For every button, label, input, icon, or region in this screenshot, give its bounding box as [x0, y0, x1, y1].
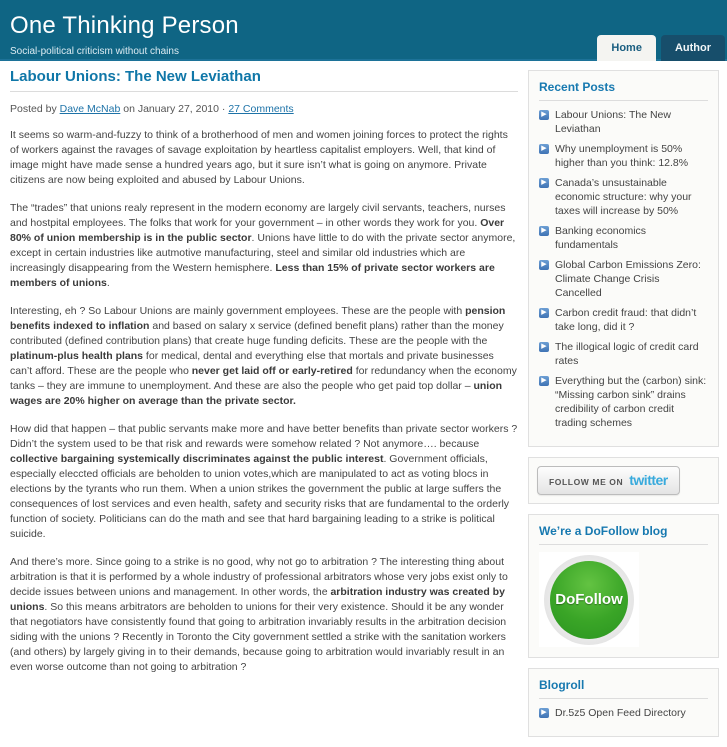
list-item[interactable] [539, 108, 708, 136]
main-content [10, 68, 518, 675]
post-meta [10, 103, 518, 115]
twitter-box [528, 457, 719, 504]
list-item[interactable] [539, 374, 708, 430]
twitter-logo: twitter [629, 472, 668, 488]
tab-home[interactable]: Home [597, 35, 656, 61]
article-paragraph: And there’s more. Since going to a strike is no good, why not go to arbitration ? The interesting thing about arbitration is that it is performed by a whole industry of professional arbitrators whose very jobs exist only to decide issues between unions and management. In other words, the arbitration industry was created by unions. So this means arbitrators are beholden to unions for their very existence. Should it be any wonder that negotiators have consistently found that going to arbitration invariably results in the arbitration decision siding with the unions ? Recently in Toronto the City government settled a strike with the sanitation workers (and others) by largely giving in to their demands, because going to arbitration would invariably result in an even worse outcome than not going to arbitration ? [10, 556, 508, 673]
arrow-bullet-icon: ▶ [539, 260, 549, 270]
twitter-button-label: FOLLOW ME ON [549, 477, 624, 487]
dofollow-box [528, 514, 719, 658]
list-item[interactable] [539, 224, 708, 252]
arrow-bullet-icon: ▶ [539, 178, 549, 188]
post-title[interactable]: Labour Unions: The New Leviathan [10, 68, 518, 92]
post-link[interactable]: Dr.5z5 Open Feed Directory [555, 707, 686, 719]
dofollow-ring [544, 555, 634, 645]
post-link[interactable]: Global Carbon Emissions Zero: Climate Change Crisis Cancelled [555, 259, 701, 299]
author-link[interactable]: Dave McNab [59, 103, 121, 115]
list-item[interactable] [539, 706, 708, 720]
arrow-bullet-icon: ▶ [539, 144, 549, 154]
site-tagline: Social-political criticism without chains [10, 46, 179, 57]
blogroll-heading: Blogroll [539, 678, 708, 699]
site-title[interactable]: One Thinking Person [10, 12, 239, 39]
post-link[interactable]: The illogical logic of credit card rates [555, 341, 699, 367]
comments-link[interactable]: 27 Comments [228, 103, 294, 115]
article-paragraph: How did that happen – that public servants make more and have better benefits than private sector workers ? Didn’t the system used to be that risk and rewards were somehow related ? Not anymore…. because collective bargaining systemically discriminates against the public interest. Government officials, especially eleccted officials are beholden to union votes,which are manipulated to act as voting blocs in elections by the tyrants who run them. When a union strikes the government the public at large suffers the consequences of lost services and even health, safety and security risks that are fundamental to the orderly function of society. Politicians can do the math and see that hard bargaining leading to a strike is political suicide. [10, 423, 518, 540]
site-header [0, 0, 727, 61]
article-paragraph: The “trades” that unions realy represent in the modern economy are largely civil servants, teachers, nurses and hostpital employees. The folks that work for your government – in other words they work for you. Over 80% of union membership is in the public sector. Unions have little to do with the private sector anymore, except in certain industries like autmotive manufacturing, steel and similar old industries which are increasingly disappearing from the Western hemisphere. Less than 15% of private sector workers are members of unions. [10, 202, 516, 289]
arrow-bullet-icon: ▶ [539, 376, 549, 386]
post-meta-date: on January 27, 2010 · [120, 103, 229, 115]
arrow-bullet-icon: ▶ [539, 308, 549, 318]
main-nav [597, 35, 725, 61]
article-paragraph: Interesting, eh ? So Labour Unions are mainly government employees. These are the people with pension benefits indexed to inflation and based on salary x service (defined benefit plans) rather than the money contributed (defined contribution plans) that create huge funding deficits. These are the people with the platinum-plus health plans for medical, dental and everything else that mortals and private businesses can’t afford. These are the people who never get laid off or early-retired for redundancy when the economy tanks – they are immune to unemployment. And these are also the people who get paid top dollar – union wages are 20% higher on average than the private sector. [10, 305, 517, 407]
dofollow-badge[interactable] [539, 552, 639, 647]
recent-posts-heading: Recent Posts [539, 80, 708, 101]
list-item[interactable] [539, 176, 708, 218]
recent-posts-list [539, 108, 708, 430]
dofollow-circle-icon [550, 561, 628, 639]
blogroll-list [539, 706, 708, 720]
list-item[interactable] [539, 258, 708, 300]
follow-twitter-button[interactable] [537, 466, 680, 495]
sidebar [528, 70, 719, 747]
post-meta-prefix: Posted by [10, 103, 60, 115]
post-link[interactable]: Everything but the (carbon) sink: “Missing carbon sink” drains credibility of carbon credit trading schemes [555, 375, 707, 429]
arrow-bullet-icon: ▶ [539, 226, 549, 236]
list-item[interactable] [539, 306, 708, 334]
dofollow-badge-text: DoFollow [555, 591, 623, 608]
post-link[interactable]: Carbon credit fraud: that didn’t take long, did it ? [555, 307, 697, 333]
list-item[interactable] [539, 142, 708, 170]
article-paragraph: It seems so warm-and-fuzzy to think of a brotherhood of men and women joining forces to protect the rights of workers against the ravages of savage exploitation by heartless capitalist employers. Well, that kind of image might have made sense a hundred years ago, but it sure isn’t what is going on anymore. Private citizens are now being exploited and abused by Labour Unions. [10, 129, 508, 186]
arrow-bullet-icon: ▶ [539, 708, 549, 718]
arrow-bullet-icon: ▶ [539, 342, 549, 352]
recent-posts-box [528, 70, 719, 447]
arrow-bullet-icon: ▶ [539, 110, 549, 120]
list-item[interactable] [539, 340, 708, 368]
blogroll-box [528, 668, 719, 737]
article-body [10, 128, 518, 675]
post-link[interactable]: Why unemployment is 50% higher than you think: 12.8% [555, 143, 689, 169]
dofollow-heading: We’re a DoFollow blog [539, 524, 708, 545]
post-link[interactable]: Banking economics fundamentals [555, 225, 647, 251]
post-link[interactable]: Labour Unions: The New Leviathan [555, 109, 671, 135]
post-link[interactable]: Canada’s unsustainable economic structure: why your taxes will increase by 50% [555, 177, 692, 217]
tab-author[interactable]: Author [661, 35, 725, 61]
